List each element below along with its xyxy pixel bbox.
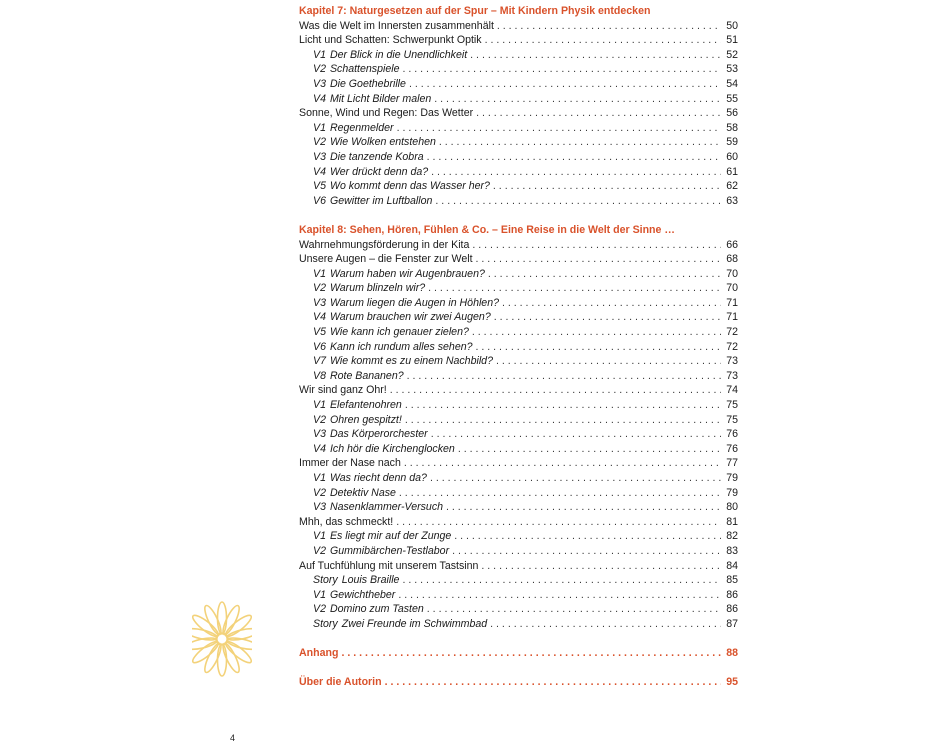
toc-row[interactable] [299, 573, 738, 588]
toc-page: 61 [726, 165, 738, 178]
toc-label: Anhang [299, 647, 339, 660]
toc-label: Warum haben wir Augenbrauen? [329, 267, 485, 280]
toc-prefix: V2 [313, 136, 326, 149]
toc-page: 84 [726, 559, 738, 572]
toc-page: 63 [726, 194, 738, 207]
toc-page: 83 [726, 544, 738, 557]
toc-label: Detektiv Nase [329, 486, 396, 499]
toc-prefix: V1 [313, 48, 326, 61]
toc-prefix: V2 [313, 413, 326, 426]
toc-prefix: V1 [313, 472, 326, 484]
toc-label: Wie kommt es zu einem Nachbild? [329, 355, 493, 368]
toc-page: 77 [726, 457, 738, 470]
leader-dots [427, 602, 721, 617]
toc-page: 51 [726, 34, 738, 47]
leader-dots [390, 383, 721, 398]
leader-dots [476, 340, 722, 355]
leader-dots [427, 150, 721, 165]
toc-label: Warum brauchen wir zwei Augen? [329, 311, 491, 324]
toc-row[interactable] [299, 310, 738, 325]
toc-prefix: V6 [313, 340, 326, 353]
leader-dots [493, 179, 721, 194]
leader-dots [446, 500, 721, 515]
toc-prefix: V2 [313, 282, 326, 295]
leader-dots [398, 588, 721, 603]
leader-dots [405, 413, 721, 428]
leader-dots [431, 165, 721, 180]
toc-row[interactable] [299, 398, 738, 413]
toc-row[interactable] [299, 165, 738, 180]
leader-dots [494, 310, 721, 325]
toc-page: 79 [726, 472, 738, 484]
toc-label: Rote Bananen? [329, 369, 404, 382]
toc-row[interactable] [299, 325, 738, 340]
toc-label: Auf Tuchfühlung mit unserem Tastsinn [299, 559, 479, 572]
toc-label: Mit Licht Bilder malen [329, 92, 432, 105]
leader-dots [404, 456, 721, 471]
toc-page: 82 [726, 530, 738, 543]
toc-prefix: V2 [313, 544, 326, 557]
leader-dots [472, 325, 721, 340]
spacer [299, 208, 738, 223]
spacer [299, 661, 738, 676]
toc-page: 85 [726, 574, 738, 587]
toc-label: Immer der Nase nach [299, 457, 401, 470]
toc-row[interactable] [299, 179, 738, 194]
toc-page: 73 [726, 369, 738, 382]
toc-page: 88 [726, 647, 738, 660]
leader-dots [476, 252, 721, 267]
leader-dots [485, 33, 721, 48]
toc-row[interactable] [299, 354, 738, 369]
toc-row[interactable] [299, 33, 738, 48]
leader-dots [454, 529, 721, 544]
toc-prefix: V2 [313, 603, 326, 616]
chapter-7-entries [299, 19, 738, 209]
toc-row[interactable] [299, 369, 738, 384]
flower-decoration [192, 589, 252, 689]
toc-prefix: V7 [313, 355, 326, 368]
toc-label: Kann ich rundum alles sehen? [329, 340, 473, 353]
toc-page: 71 [726, 296, 738, 309]
toc-prefix: V4 [313, 311, 326, 324]
toc-label: Wir sind ganz Ohr! [299, 384, 387, 397]
leader-dots [452, 544, 721, 559]
toc-row[interactable] [299, 194, 738, 209]
toc-label: Regenmelder [329, 121, 394, 134]
toc-prefix: V4 [313, 92, 326, 105]
toc-row[interactable] [299, 238, 738, 253]
toc-page: 60 [726, 150, 738, 163]
toc-row[interactable] [299, 602, 738, 617]
leader-dots [439, 135, 721, 150]
toc-label: Gummibärchen-Testlabor [329, 544, 450, 557]
toc-row[interactable] [299, 121, 738, 136]
toc-prefix: V4 [313, 165, 326, 178]
leader-dots [405, 398, 721, 413]
leader-dots [385, 675, 721, 690]
toc-row[interactable] [299, 471, 738, 486]
toc-label: Was die Welt im Innersten zusammenhält [299, 19, 494, 32]
toc-prefix: Story [313, 617, 338, 630]
toc-row[interactable] [299, 77, 738, 92]
toc-row[interactable] [299, 92, 738, 107]
toc-prefix: V3 [313, 501, 326, 514]
toc-label: Licht und Schatten: Schwerpunkt Optik [299, 34, 482, 47]
table-of-contents [299, 4, 738, 690]
leader-dots [402, 62, 721, 77]
toc-row[interactable] [299, 252, 738, 267]
toc-row[interactable] [299, 442, 738, 457]
toc-label: Unsere Augen – die Fenster zur Welt [299, 253, 473, 266]
toc-prefix: V1 [313, 588, 326, 601]
toc-page: 72 [726, 326, 738, 339]
leader-dots [399, 486, 721, 501]
toc-page: 52 [726, 48, 738, 61]
leader-dots [435, 194, 721, 209]
toc-label: Warum liegen die Augen in Höhlen? [329, 296, 499, 309]
toc-page: 66 [726, 238, 738, 251]
leader-dots [490, 617, 721, 632]
toc-row[interactable] [299, 135, 738, 150]
toc-row[interactable] [299, 62, 738, 77]
toc-page: 80 [726, 501, 738, 514]
toc-page: 79 [726, 486, 738, 499]
toc-prefix: V3 [313, 77, 326, 90]
toc-prefix: V5 [313, 180, 326, 193]
toc-page: 75 [726, 413, 738, 426]
toc-page: 95 [726, 676, 738, 689]
toc-prefix: V2 [313, 63, 326, 76]
toc-page: 62 [726, 180, 738, 193]
toc-label: Zwei Freunde im Schwimmbad [341, 617, 488, 630]
toc-label: Wie Wolken entstehen [329, 136, 436, 149]
toc-row[interactable] [299, 340, 738, 355]
toc-page: 86 [726, 603, 738, 616]
toc-page: 74 [726, 384, 738, 397]
toc-row-appendix[interactable] [299, 646, 738, 661]
toc-row-author[interactable] [299, 675, 738, 690]
toc-row[interactable] [299, 500, 738, 515]
leader-dots [470, 48, 721, 63]
toc-page: 75 [726, 399, 738, 412]
toc-label: Das Körperorchester [329, 428, 428, 441]
leader-dots [396, 515, 721, 530]
toc-page: 87 [726, 617, 738, 630]
toc-page: 70 [726, 267, 738, 280]
leader-dots [428, 281, 721, 296]
chapter-7-heading: Kapitel 7: Naturgesetzen auf der Spur – Mit Kindern Physik entdecken [299, 5, 651, 17]
toc-row[interactable] [299, 544, 738, 559]
leader-dots [397, 121, 721, 136]
flower-petal [218, 644, 227, 676]
toc-page: 54 [726, 77, 738, 90]
toc-prefix: V5 [313, 326, 326, 339]
toc-row[interactable] [299, 617, 738, 632]
toc-page: 71 [726, 311, 738, 324]
toc-label: Nasenklammer-Versuch [329, 501, 444, 514]
leader-dots [458, 442, 721, 457]
leader-dots [476, 106, 721, 121]
toc-row[interactable] [299, 529, 738, 544]
spacer [299, 632, 738, 647]
toc-label: Der Blick in die Unendlichkeit [329, 48, 468, 61]
toc-row[interactable] [299, 19, 738, 34]
toc-label: Wahrnehmungsförderung in der Kita [299, 238, 470, 251]
toc-label: Wie kann ich genauer zielen? [329, 326, 469, 339]
toc-row[interactable] [299, 515, 738, 530]
toc-prefix: V2 [313, 486, 326, 499]
toc-prefix: V1 [313, 530, 326, 543]
toc-label: Ohren gespitzt! [329, 413, 402, 426]
toc-label: Mhh, das schmeckt! [299, 515, 394, 528]
toc-label: Gewitter im Luftballon [329, 194, 433, 207]
chapter-8-heading: Kapitel 8: Sehen, Hören, Fühlen & Co. – Eine Reise in die Welt der Sinne … [299, 223, 675, 236]
leader-dots [434, 92, 721, 107]
toc-page: 72 [726, 340, 738, 353]
toc-label: Die Goethebrille [329, 77, 406, 90]
leader-dots [431, 427, 721, 442]
toc-label: Wo kommt denn das Wasser her? [329, 180, 490, 193]
toc-row[interactable] [299, 106, 738, 121]
toc-prefix: V8 [313, 369, 326, 382]
leader-dots [409, 77, 721, 92]
toc-row[interactable] [299, 383, 738, 398]
leader-dots [502, 296, 721, 311]
toc-row[interactable] [299, 427, 738, 442]
leader-dots [472, 238, 721, 253]
toc-page: 59 [726, 136, 738, 149]
toc-page: 58 [726, 121, 738, 134]
toc-label: Ich hör die Kirchenglocken [329, 442, 455, 455]
leader-dots [497, 19, 721, 34]
toc-prefix: V4 [313, 442, 326, 455]
toc-label: Warum blinzeln wir? [329, 282, 426, 295]
page-number: 4 [230, 733, 236, 743]
toc-row[interactable] [299, 559, 738, 574]
toc-page: 81 [726, 515, 738, 528]
leader-dots [402, 573, 721, 588]
toc-page: 50 [726, 19, 738, 32]
toc-label: Schattenspiele [329, 63, 400, 76]
toc-row[interactable] [299, 486, 738, 501]
leader-dots [481, 559, 721, 574]
toc-prefix: V1 [313, 399, 326, 412]
toc-label: Sonne, Wind und Regen: Das Wetter [299, 107, 474, 120]
toc-row[interactable] [299, 281, 738, 296]
toc-row[interactable] [299, 456, 738, 471]
toc-prefix: V3 [313, 428, 326, 441]
toc-page: 86 [726, 588, 738, 601]
toc-row[interactable] [299, 588, 738, 603]
toc-page: 76 [726, 442, 738, 455]
flower-petal [218, 602, 227, 634]
toc-label: Es liegt mir auf der Zunge [329, 530, 452, 543]
leader-dots [488, 267, 721, 282]
toc-label: Elefantenohren [329, 399, 402, 412]
toc-prefix: V3 [313, 296, 326, 309]
leader-dots [496, 354, 721, 369]
toc-label: Louis Braille [341, 574, 400, 587]
toc-page: 70 [726, 282, 738, 295]
toc-prefix: Story [313, 574, 338, 587]
toc-row[interactable] [299, 296, 738, 311]
toc-prefix: V1 [313, 267, 326, 280]
leader-dots [341, 646, 721, 661]
toc-label: Was riecht denn da? [329, 472, 427, 484]
toc-page: 73 [726, 355, 738, 368]
toc-prefix: V3 [313, 150, 326, 163]
chapter-8-entries [299, 238, 738, 632]
leader-dots [407, 369, 721, 384]
toc-label: Die tanzende Kobra [329, 150, 424, 163]
toc-label: Über die Autorin [299, 676, 382, 689]
toc-prefix: V6 [313, 194, 326, 207]
toc-prefix: V1 [313, 121, 326, 134]
toc-page: 55 [726, 92, 738, 105]
toc-label: Gewichtheber [329, 588, 396, 601]
toc-page: 56 [726, 107, 738, 120]
toc-page: 53 [726, 63, 738, 76]
toc-row[interactable] [299, 267, 738, 282]
toc-page: 68 [726, 253, 738, 266]
toc-row[interactable] [299, 150, 738, 165]
leader-dots [430, 471, 721, 486]
toc-row[interactable] [299, 48, 738, 63]
toc-page: 76 [726, 428, 738, 441]
toc-label: Domino zum Tasten [329, 603, 424, 616]
toc-label: Wer drückt denn da? [329, 165, 429, 178]
toc-row[interactable] [299, 413, 738, 428]
